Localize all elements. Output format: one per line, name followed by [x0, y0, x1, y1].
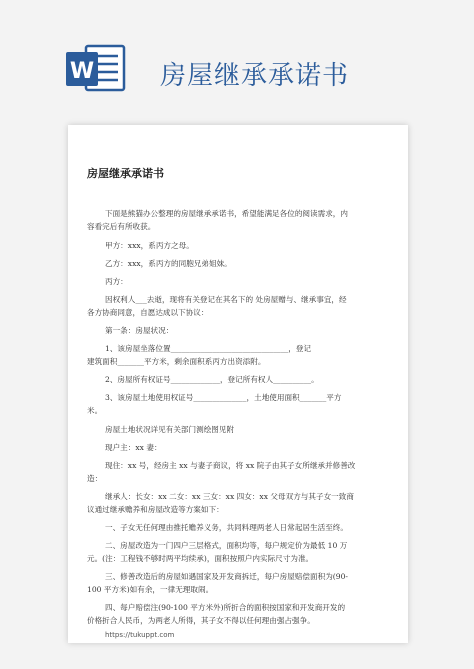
paragraph-line: 二、房屋改造为一门四户三层格式，面积均等，每户规定价为最低 10 万	[105, 541, 348, 550]
paragraph-line: 三、修善改造后的房屋如遇国家及开发商拆迁，每户房屋赔偿面积为(90-	[105, 572, 349, 581]
paragraph-line: 四、每户赔偿注(90-100 平方米外)所折合的面积按国家和开发商开发的	[105, 603, 346, 612]
paragraph-line: 议通过继承赡养和房屋改造等方案如下：	[87, 505, 224, 514]
paragraph-line: 造：	[87, 474, 103, 483]
paragraph-line: 甲方：xxx，系丙方之母。	[105, 241, 194, 250]
paragraph-line: 继承人：长女：xx 二女：xx 三女：xx 四女：xx 父母双方与其子女一致商	[105, 492, 354, 501]
paragraph-line: 下面是熊猫办公整理的房屋继承承诺书，希望能满足各位的阅读需求，内	[105, 209, 348, 218]
paragraph-line: 第一条：房屋状况：	[105, 326, 174, 335]
header	[0, 0, 474, 110]
paragraph-line: 1、该房屋坐落位置_______________________________，登记	[105, 344, 312, 353]
paragraph-line: 各方协商同意，自愿达成以下协议：	[87, 308, 209, 317]
svg-text:W: W	[69, 59, 95, 84]
paragraph-line: 一、子女无任何理由推托赡养义务，共同料理两老人日常起居生活至终。	[105, 523, 348, 532]
paragraph-line: 因权利人___去逝，现将有关登记在其名下的 处房屋赠与、继承事宜，经	[105, 295, 347, 304]
paragraph-line: 乙方：xxx，系丙方的同胞兄弟姐妹。	[105, 259, 232, 268]
paragraph-line: 现住：xx 号，经房主 xx 与妻子商议，将 xx 院子由其子女所继承并修善改	[105, 461, 356, 470]
word-icon	[64, 40, 128, 96]
paragraph-line: 现户主：xx 妻：	[105, 443, 162, 452]
document-page	[68, 125, 408, 643]
paragraph-line: 建筑面积_______平方米，剩余面积系丙方出资添附。	[87, 357, 266, 366]
banner-title: 房屋继承承诺书	[160, 61, 350, 91]
paragraph-line: 容看完后有所收获。	[87, 222, 156, 231]
source-url[interactable]: https://tukuppt.com	[105, 631, 175, 639]
document-title: 房屋继承承诺书	[87, 167, 164, 180]
paragraph-line: 米。	[87, 406, 103, 415]
paragraph-line: 价格折合人民币，为两老人所得，其子女不得以任何理由强占强争。	[87, 616, 315, 625]
paragraph-line: 丙方：	[105, 277, 128, 286]
paragraph-line: 100 平方米)如有余，一律无理取闹。	[87, 585, 214, 594]
paragraph-line: 2、房屋所有权证号_____________，登记所有权人__________。	[105, 375, 319, 384]
paragraph-line: 元。(注：工程钱不够时两平均续承)，面积按照户内实际尺寸为准。	[87, 554, 314, 563]
paragraph-line: 房屋土地状况详见有关部门测绘图见附	[105, 425, 235, 434]
paragraph-line: 3、该房屋土地使用权证号______________，土地使用面积_______平方	[105, 393, 342, 402]
